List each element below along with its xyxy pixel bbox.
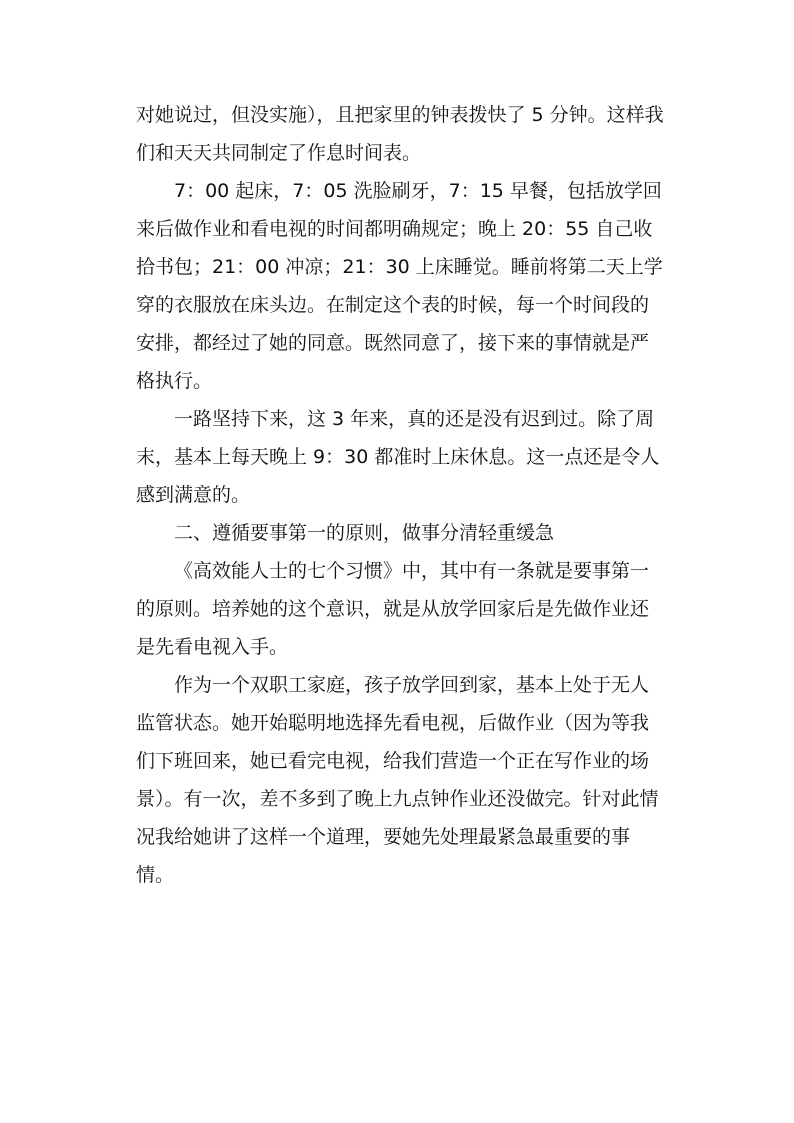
paragraph: 《高效能人士的七个习惯》中，其中有一条就是要事第一的原则。培养她的这个意识，就是从放学回家后是先做作业还是先看电视入手。 [136, 560, 650, 658]
section-heading: 二、遵循要事第一的原则，做事分清轻重缓急 [174, 522, 555, 544]
paragraph: 7：00 起床，7：05 洗脸刷牙，7：15 早餐，包括放学回来后做作业和看电视的时间都明确规定；晚上 20：55 自己收拾书包；21：00 冲凉；21：30 上床睡觉。睡前将第二天上学穿的衣服放在床头边。在制定这个表的时候，每一个时间段的安排，都经过了她的同意。既然同意了，接下来的事情就是严格执行。 [136, 180, 663, 392]
paragraph: 对她说过，但没实施），且把家里的钟表拨快了 5 分钟。这样我们和天天共同制定了作息时间表。 [136, 104, 664, 164]
document-body [136, 96, 666, 894]
paragraph: 作为一个双职工家庭，孩子放学回到家，基本上处于无人监管状态。她开始聪明地选择先看电视，后做作业（因为等我们下班回来，她已看完电视，给我们营造一个正在写作业的场景）。有一次，差不多到了晚上九点钟作业还没做完。针对此情况我给她讲了这样一个道理，要她先处理最紧急最重要的事情。 [136, 674, 659, 886]
paragraph: 一路坚持下来，这 3 年来，真的还是没有迟到过。除了周末，基本上每天晚上 9：30 都准时上床休息。这一点还是令人感到满意的。 [136, 408, 660, 506]
